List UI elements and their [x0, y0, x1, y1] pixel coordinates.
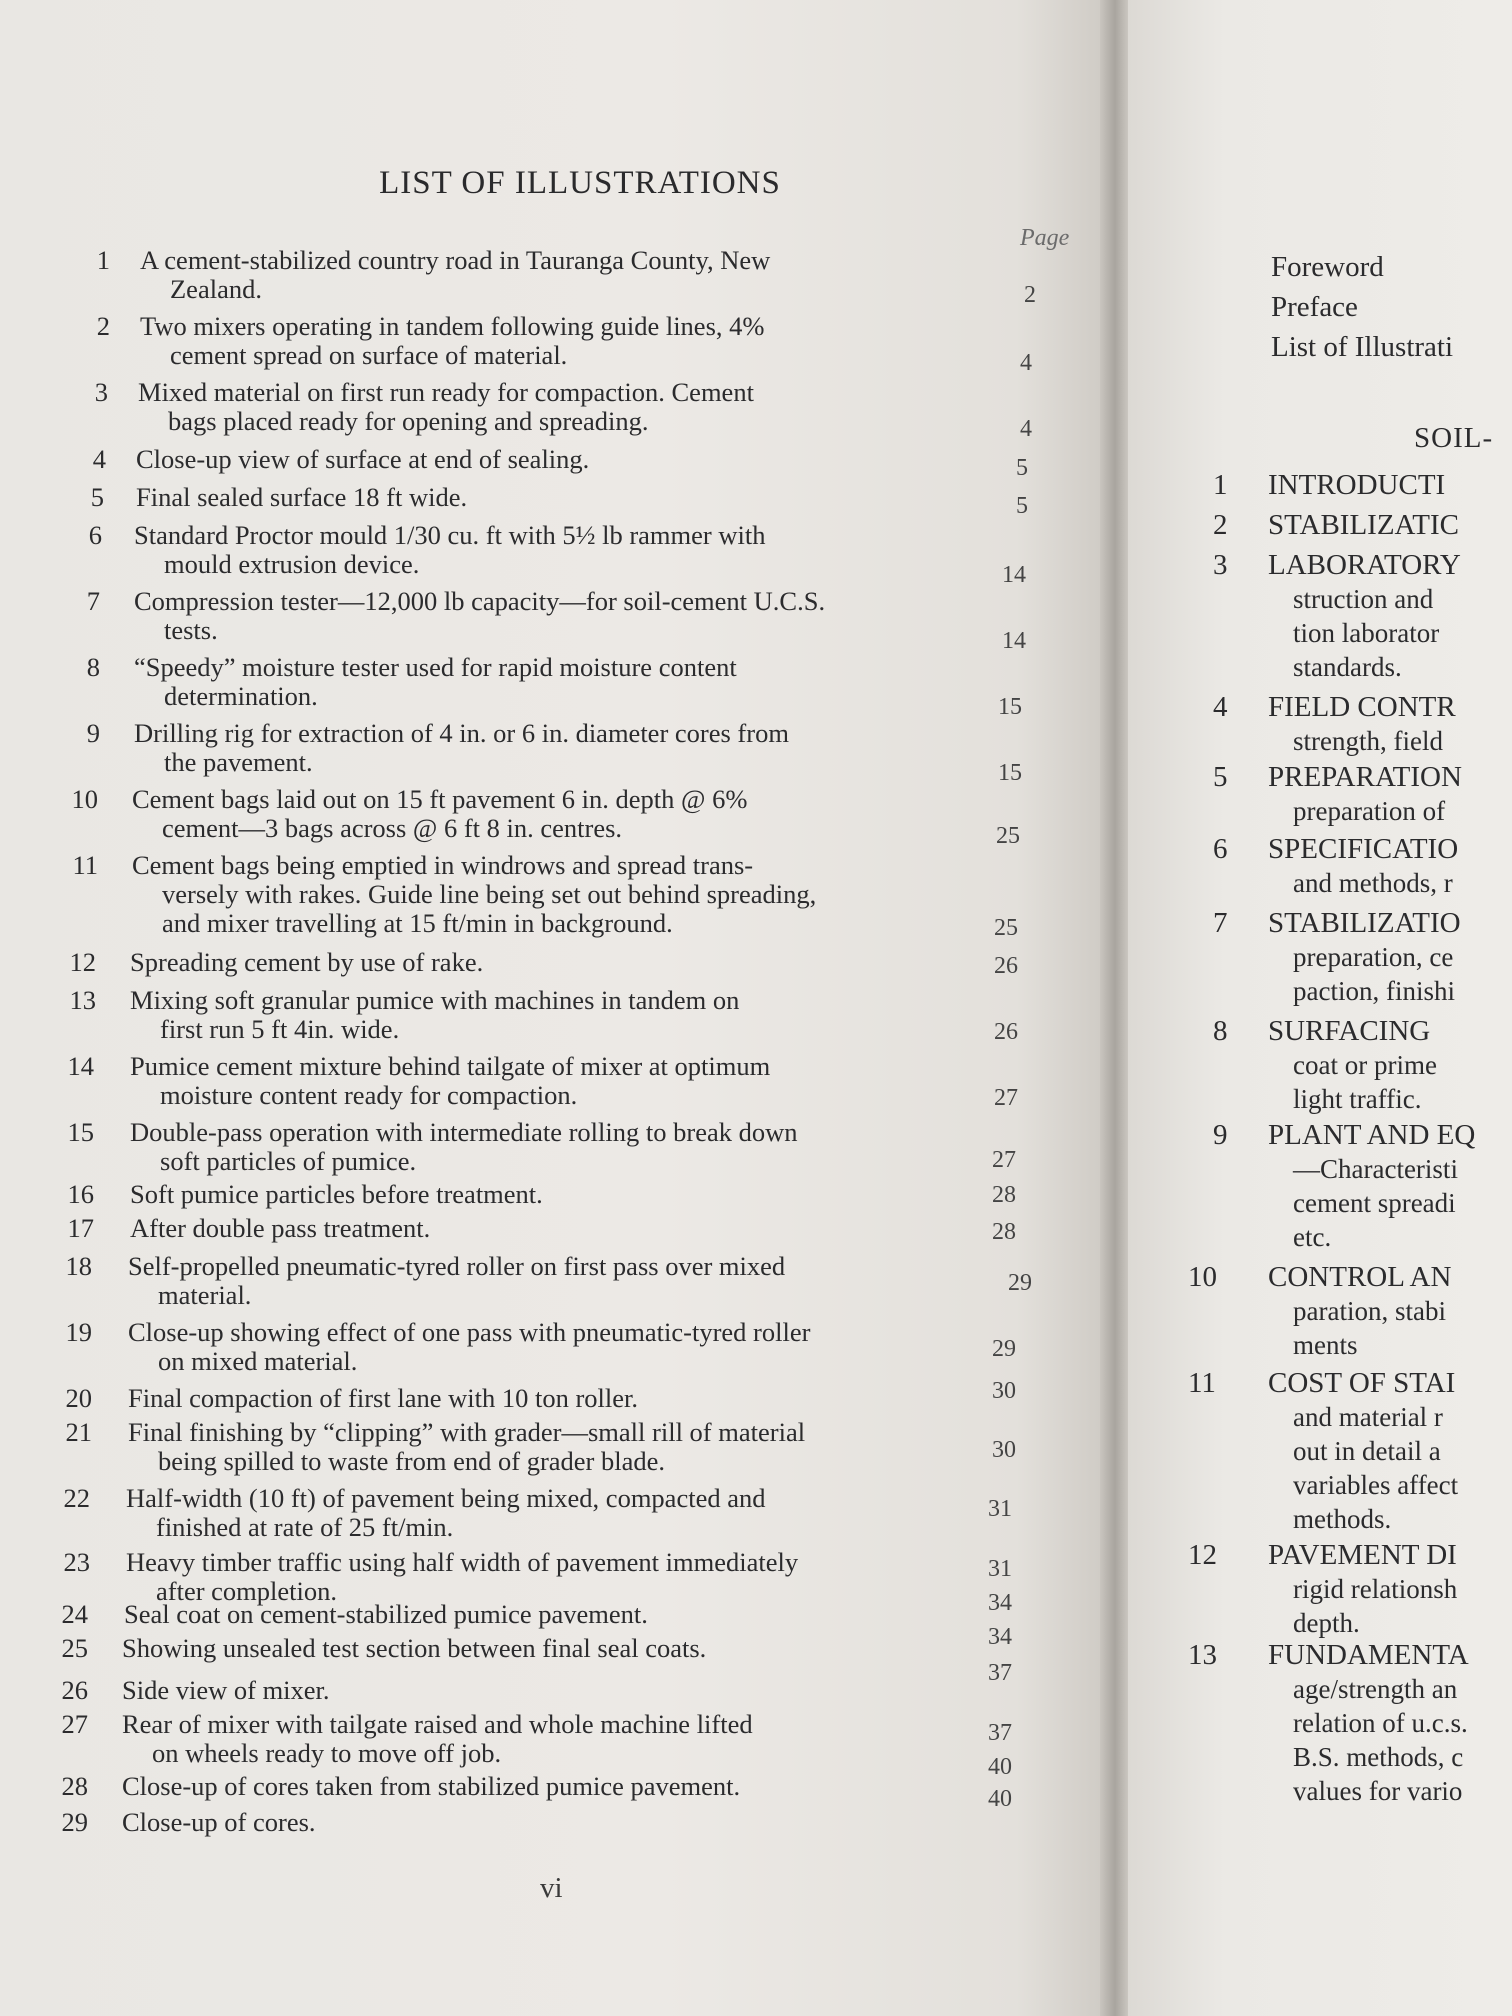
- entry-number: 27: [61, 1709, 88, 1739]
- entry-caption-line: mould extrusion device.: [164, 549, 420, 579]
- chapter-number: 4: [1213, 691, 1228, 723]
- entry-caption-line: Mixed material on first run ready for compaction. Cement: [138, 377, 754, 407]
- entry-caption-line: Close-up showing effect of one pass with pneumatic-tyred roller: [128, 1317, 811, 1347]
- chapter-number: 2: [1213, 509, 1228, 541]
- chapter-description-line: methods.: [1293, 1504, 1392, 1534]
- entry-caption-line: tests.: [164, 615, 218, 645]
- chapter-description-line: —Characteristi: [1293, 1154, 1458, 1184]
- entry-page-number: 4: [1020, 416, 1032, 442]
- entry-caption-line: Close-up view of surface at end of sealing.: [136, 444, 590, 474]
- chapter-description-line: paration, stabi: [1293, 1296, 1446, 1326]
- entry-caption-line: Seal coat on cement-stabilized pumice pavement.: [124, 1599, 648, 1629]
- chapter-number: 9: [1213, 1119, 1228, 1151]
- entry-page-number: 27: [994, 1085, 1018, 1111]
- chapter-number: 12: [1188, 1539, 1217, 1571]
- entry-number: 17: [67, 1213, 94, 1243]
- chapter-title: SPECIFICATIO: [1268, 833, 1459, 865]
- chapter-number: 10: [1188, 1261, 1217, 1293]
- chapter-description-line: out in detail a: [1293, 1436, 1441, 1466]
- entry-page-number: 26: [994, 953, 1018, 979]
- chapter-description-line: paction, finishi: [1293, 976, 1455, 1006]
- entry-caption-line: Close-up of cores.: [122, 1807, 316, 1837]
- entry-caption-line: bags placed ready for opening and spreading.: [168, 406, 649, 436]
- entry-caption-line: on wheels ready to move off job.: [152, 1738, 502, 1768]
- entry-caption-line: Rear of mixer with tailgate raised and whole machine lifted: [122, 1709, 753, 1739]
- entry-number: 6: [88, 520, 102, 550]
- chapter-description-line: values for vario: [1293, 1776, 1463, 1806]
- entry-number: 19: [65, 1317, 92, 1347]
- entry-caption-line: cement—3 bags across @ 6 ft 8 in. centres.: [162, 813, 623, 843]
- entry-page-number: 31: [988, 1556, 1012, 1582]
- chapter-title: CONTROL AN: [1268, 1261, 1452, 1293]
- entry-caption-line: Side view of mixer.: [122, 1675, 330, 1705]
- entry-page-number: 37: [988, 1720, 1012, 1746]
- entry-caption-line: Mixing soft granular pumice with machines in tandem on: [130, 985, 740, 1015]
- chapter-title: SURFACING: [1268, 1015, 1431, 1047]
- chapter-title: STABILIZATIC: [1268, 509, 1459, 541]
- entry-page-number: 15: [998, 760, 1022, 786]
- entry-page-number: 25: [996, 823, 1020, 849]
- page-folio: vi: [540, 1872, 563, 1904]
- entry-page-number: 14: [1002, 628, 1026, 654]
- entry-caption-line: and mixer travelling at 15 ft/min in background.: [162, 908, 673, 938]
- entry-page-number: 40: [988, 1786, 1012, 1812]
- entry-number: 8: [86, 652, 100, 682]
- entry-caption-line: Cement bags being emptied in windrows and spread trans-: [132, 850, 754, 880]
- entry-page-number: 28: [992, 1219, 1016, 1245]
- section-heading: SOIL-: [1414, 422, 1494, 454]
- chapter-description-line: rigid relationsh: [1293, 1574, 1458, 1604]
- entry-page-number: 4: [1020, 350, 1032, 376]
- entry-page-number: 15: [998, 694, 1022, 720]
- chapter-description-line: depth.: [1293, 1608, 1360, 1638]
- chapter-number: 5: [1213, 761, 1228, 793]
- entry-number: 1: [96, 245, 110, 275]
- entry-caption-line: Showing unsealed test section between final seal coats.: [122, 1633, 707, 1663]
- entry-caption-line: Heavy timber traffic using half width of pavement immediately: [126, 1547, 799, 1577]
- front-matter-item: Preface: [1271, 291, 1358, 323]
- entry-number: 5: [90, 482, 104, 512]
- chapter-title: FUNDAMENTA: [1268, 1639, 1469, 1671]
- entry-caption-line: versely with rakes. Guide line being set out behind spreading,: [162, 879, 817, 909]
- entry-number: 20: [65, 1383, 92, 1413]
- chapter-number: 6: [1213, 833, 1228, 865]
- chapter-title: PLANT AND EQ: [1268, 1119, 1476, 1151]
- entry-caption-line: Two mixers operating in tandem following guide lines, 4%: [140, 311, 765, 341]
- chapter-title: PAVEMENT DI: [1268, 1539, 1457, 1571]
- chapter-number: 8: [1213, 1015, 1228, 1047]
- chapter-number: 11: [1188, 1367, 1216, 1399]
- entry-caption-line: material.: [158, 1280, 252, 1310]
- entry-number: 14: [67, 1051, 94, 1081]
- entry-caption-line: Soft pumice particles before treatment.: [130, 1179, 543, 1209]
- entry-number: 9: [86, 718, 100, 748]
- chapter-description-line: etc.: [1293, 1222, 1332, 1252]
- entry-number: 10: [71, 784, 98, 814]
- entry-caption-line: Close-up of cores taken from stabilized pumice pavement.: [122, 1771, 741, 1801]
- entry-caption-line: determination.: [164, 681, 318, 711]
- front-matter-item: Foreword: [1271, 251, 1384, 283]
- entry-number: 18: [65, 1251, 92, 1281]
- chapter-description-line: age/strength an: [1293, 1674, 1458, 1704]
- entry-number: 22: [63, 1483, 90, 1513]
- chapter-description-line: light traffic.: [1293, 1084, 1422, 1114]
- chapter-description-line: ments: [1293, 1330, 1358, 1360]
- entry-number: 2: [96, 311, 110, 341]
- entry-caption-line: Final finishing by “clipping” with grader—small rill of material: [128, 1417, 806, 1447]
- entry-page-number: 40: [988, 1754, 1012, 1780]
- entry-caption-line: “Speedy” moisture tester used for rapid moisture content: [134, 652, 737, 682]
- entry-page-number: 34: [988, 1590, 1012, 1616]
- chapter-description-line: coat or prime: [1293, 1050, 1437, 1080]
- entry-caption-line: being spilled to waste from end of grader blade.: [158, 1446, 666, 1476]
- entry-number: 26: [61, 1675, 88, 1705]
- entry-caption-line: Standard Proctor mould 1/30 cu. ft with 5½ lb rammer with: [134, 520, 766, 550]
- entry-page-number: 37: [988, 1660, 1012, 1686]
- entry-caption-line: after completion.: [156, 1576, 338, 1606]
- chapter-title: STABILIZATIO: [1268, 907, 1461, 939]
- entry-caption-line: cement spread on surface of material.: [170, 340, 568, 370]
- entry-number: 24: [61, 1599, 88, 1629]
- page-column-label: Page: [1020, 225, 1070, 251]
- entry-page-number: 29: [1008, 1270, 1032, 1296]
- front-matter-item: List of Illustrati: [1271, 331, 1454, 363]
- entry-page-number: 28: [992, 1182, 1016, 1208]
- entry-page-number: 5: [1016, 493, 1028, 519]
- entry-caption-line: A cement-stabilized country road in Tauranga County, New: [140, 245, 771, 275]
- chapter-number: 1: [1213, 469, 1228, 501]
- entry-number: 16: [67, 1179, 94, 1209]
- entry-number: 28: [61, 1771, 88, 1801]
- entry-caption-line: moisture content ready for compaction.: [160, 1080, 578, 1110]
- right-page: [1128, 0, 1512, 2016]
- entry-caption-line: finished at rate of 25 ft/min.: [156, 1512, 454, 1542]
- chapter-title: FIELD CONTR: [1268, 691, 1456, 723]
- chapter-description-line: tion laborator: [1293, 618, 1440, 648]
- entry-caption-line: Final sealed surface 18 ft wide.: [136, 482, 468, 512]
- chapter-description-line: struction and: [1293, 584, 1434, 614]
- entry-number: 15: [67, 1117, 94, 1147]
- entry-caption-line: the pavement.: [164, 747, 313, 777]
- entry-caption-line: first run 5 ft 4in. wide.: [160, 1014, 400, 1044]
- entry-number: 23: [63, 1547, 90, 1577]
- entry-page-number: 30: [992, 1437, 1016, 1463]
- entry-page-number: 27: [992, 1147, 1016, 1173]
- entry-number: 21: [65, 1417, 92, 1447]
- chapter-number: 3: [1213, 549, 1228, 581]
- entry-number: 13: [69, 985, 96, 1015]
- entry-caption-line: soft particles of pumice.: [160, 1146, 417, 1176]
- page-title: LIST OF ILLUSTRATIONS: [379, 165, 781, 201]
- chapter-description-line: preparation, ce: [1293, 942, 1454, 972]
- entry-caption-line: Pumice cement mixture behind tailgate of mixer at optimum: [130, 1051, 771, 1081]
- entry-caption-line: Double-pass operation with intermediate rolling to break down: [130, 1117, 798, 1147]
- chapter-description-line: strength, field: [1293, 726, 1443, 756]
- entry-caption-line: Spreading cement by use of rake.: [130, 947, 484, 977]
- chapter-description-line: cement spreadi: [1293, 1188, 1456, 1218]
- entry-page-number: 26: [994, 1019, 1018, 1045]
- chapter-description-line: standards.: [1293, 652, 1402, 682]
- chapter-description-line: and material r: [1293, 1402, 1443, 1432]
- entry-page-number: 25: [994, 915, 1018, 941]
- entry-caption-line: Compression tester—12,000 lb capacity—for soil-cement U.C.S.: [134, 586, 826, 616]
- chapter-number: 13: [1188, 1639, 1217, 1671]
- entry-page-number: 5: [1016, 455, 1028, 481]
- entry-number: 29: [61, 1807, 88, 1837]
- entry-caption-line: Cement bags laid out on 15 ft pavement 6 in. depth @ 6%: [132, 784, 748, 814]
- entry-page-number: 34: [988, 1624, 1012, 1650]
- entry-page-number: 2: [1024, 282, 1036, 308]
- entry-number: 12: [69, 947, 96, 977]
- entry-number: 25: [61, 1633, 88, 1663]
- entry-caption-line: After double pass treatment.: [130, 1213, 431, 1243]
- chapter-title: COST OF STAI: [1268, 1367, 1456, 1399]
- entry-caption-line: Half-width (10 ft) of pavement being mixed, compacted and: [126, 1483, 766, 1513]
- entry-number: 11: [72, 850, 98, 880]
- entry-caption-line: Drilling rig for extraction of 4 in. or 6 in. diameter cores from: [134, 718, 789, 748]
- entry-number: 7: [86, 586, 100, 616]
- chapter-description-line: preparation of: [1293, 796, 1446, 826]
- entry-number: 4: [92, 444, 106, 474]
- entry-page-number: 30: [992, 1378, 1016, 1404]
- entry-number: 3: [94, 377, 108, 407]
- entry-page-number: 29: [992, 1336, 1016, 1362]
- chapter-title: PREPARATION: [1268, 761, 1462, 793]
- chapter-title: INTRODUCTI: [1268, 469, 1446, 501]
- chapter-description-line: variables affect: [1293, 1470, 1459, 1500]
- chapter-description-line: B.S. methods, c: [1293, 1742, 1464, 1772]
- chapter-description-line: and methods, r: [1293, 868, 1453, 898]
- entry-page-number: 31: [988, 1496, 1012, 1522]
- entry-caption-line: Final compaction of first lane with 10 ton roller.: [128, 1383, 639, 1413]
- entry-page-number: 14: [1002, 562, 1026, 588]
- chapter-title: LABORATORY: [1268, 549, 1461, 581]
- entry-caption-line: on mixed material.: [158, 1346, 358, 1376]
- book-gutter: [1100, 0, 1130, 2016]
- entry-caption-line: Self-propelled pneumatic-tyred roller on first pass over mixed: [128, 1251, 786, 1281]
- chapter-number: 7: [1213, 907, 1228, 939]
- entry-caption-line: Zealand.: [170, 274, 262, 304]
- chapter-description-line: relation of u.c.s.: [1293, 1708, 1468, 1738]
